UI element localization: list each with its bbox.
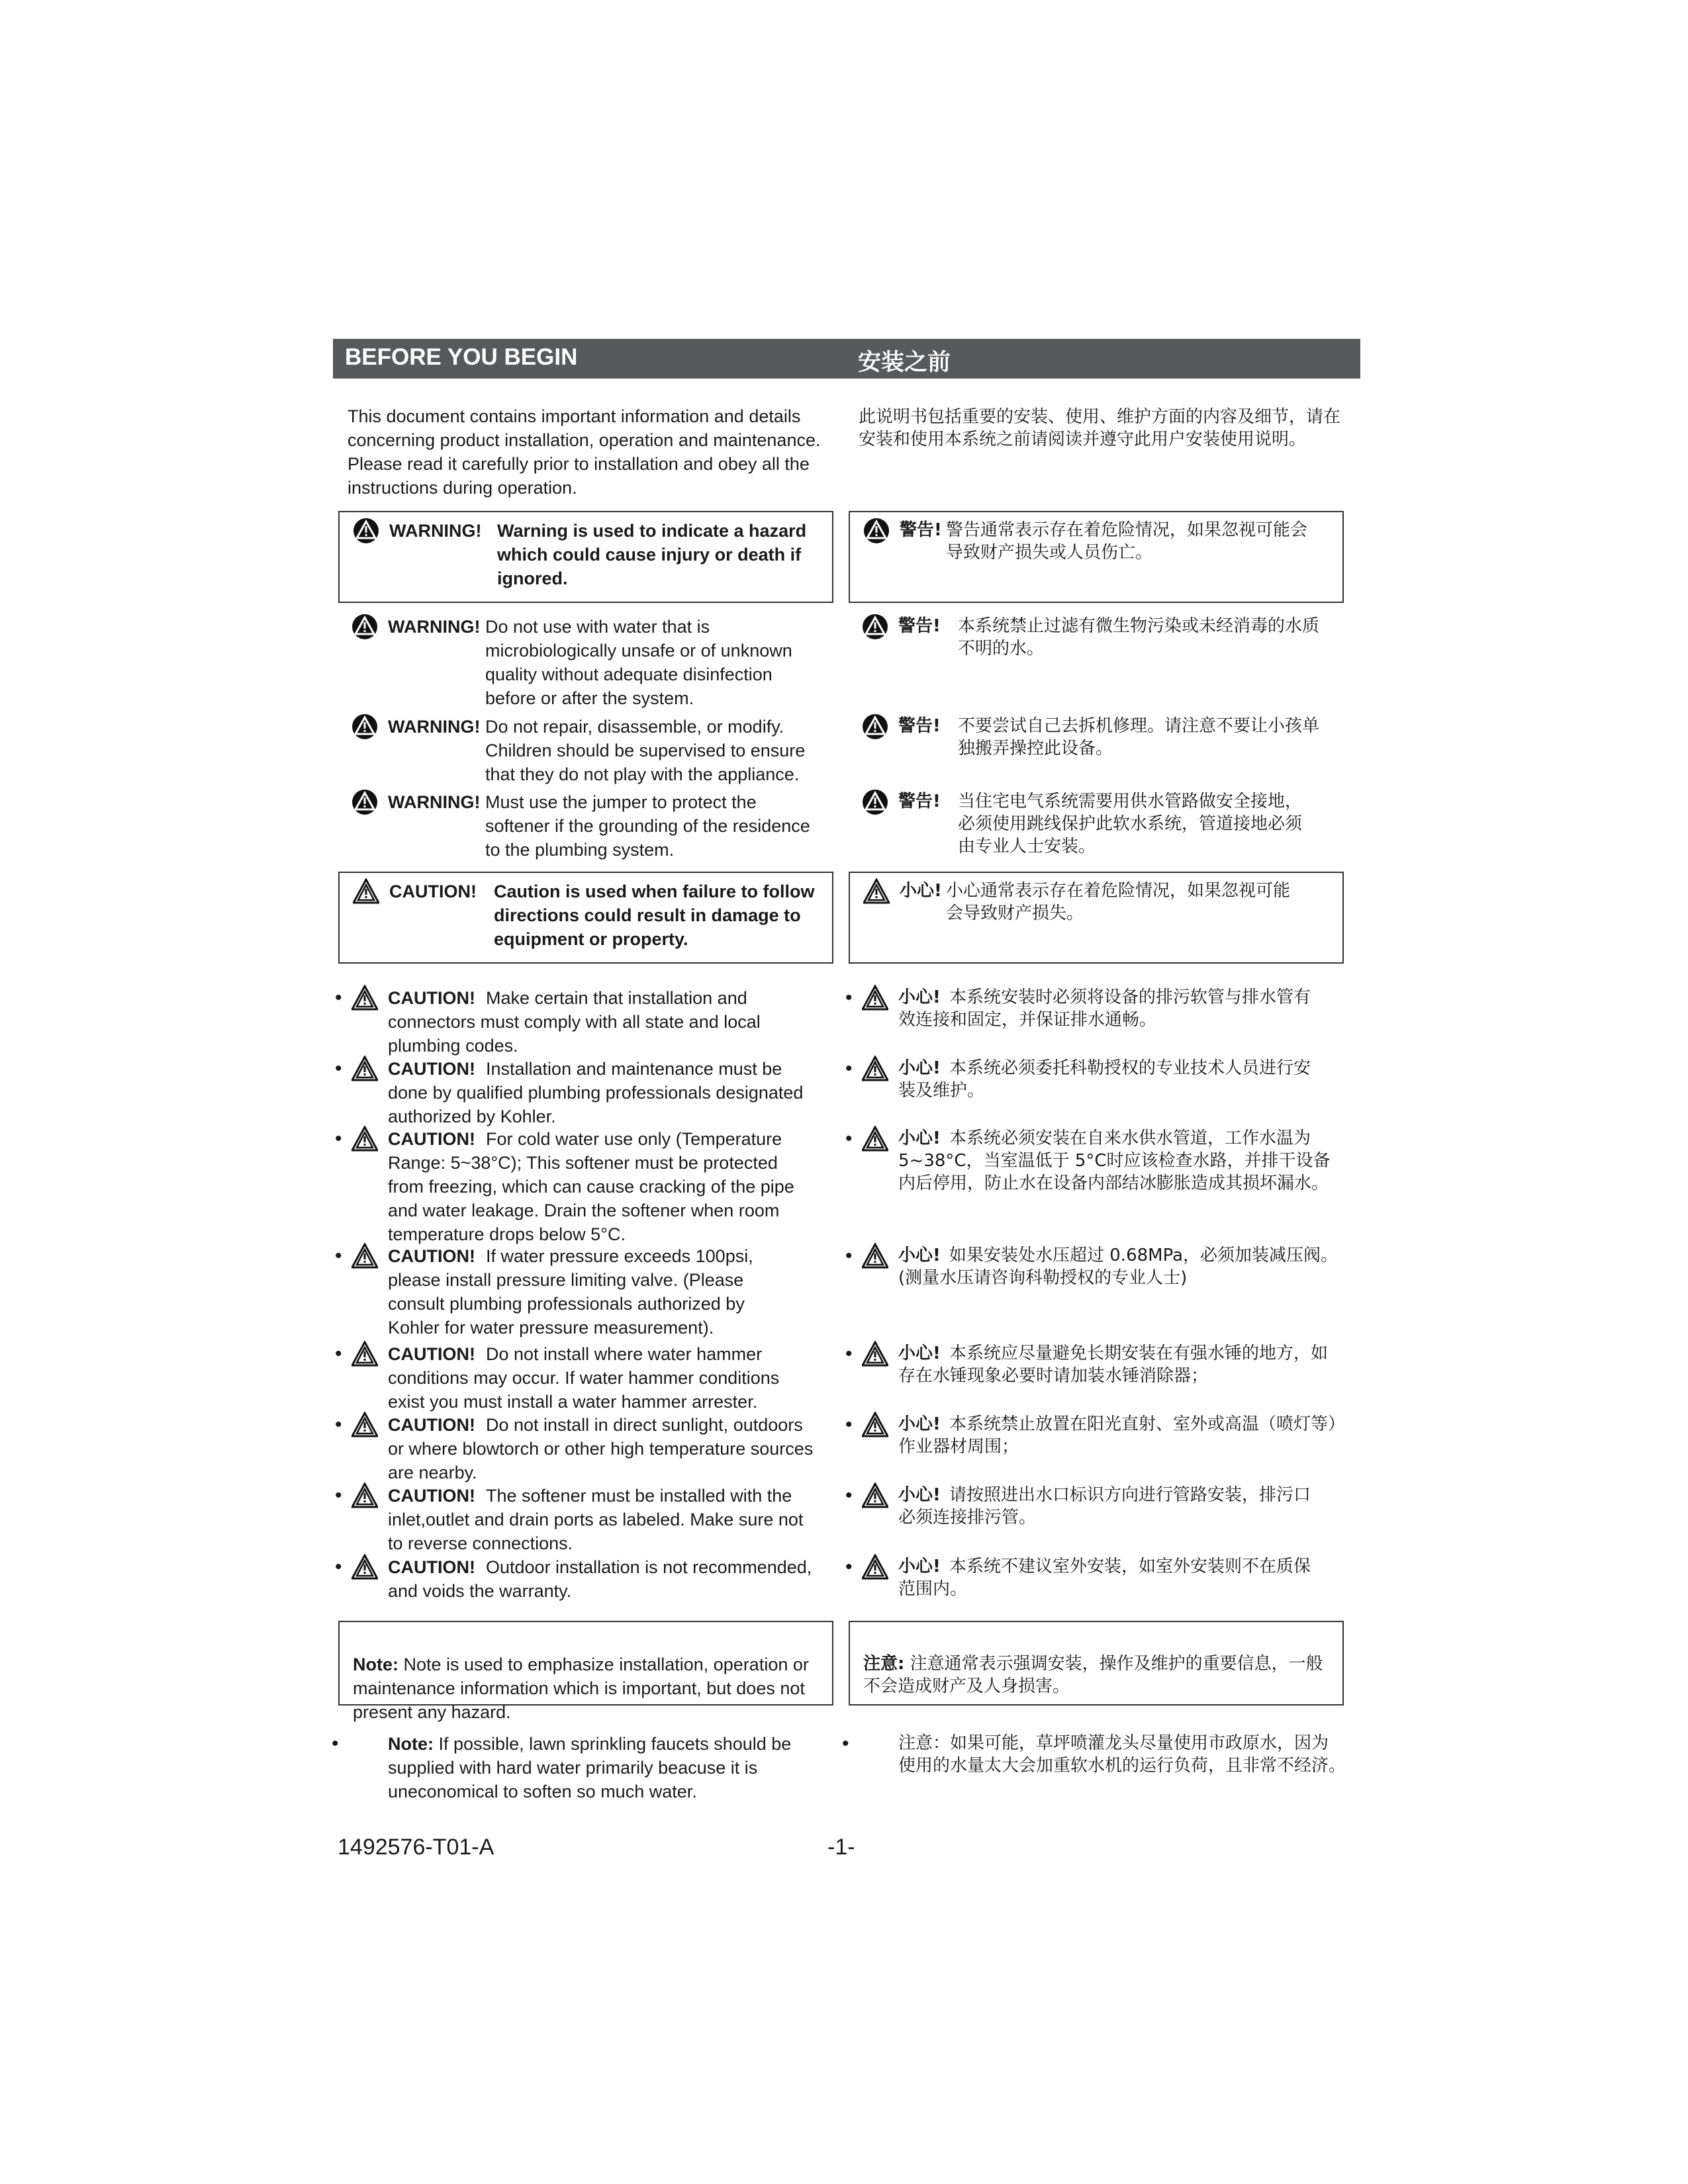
bullet: • — [845, 1556, 853, 1578]
page-number: -1- — [827, 1835, 855, 1860]
bullet: • — [335, 1414, 342, 1435]
caution-triangle-icon — [352, 1554, 378, 1580]
caution-label-zh: 小心! — [900, 881, 942, 901]
warning-label-zh: 警告! — [900, 520, 942, 540]
note-label-zh: 注意: — [863, 1654, 905, 1674]
section-title-en: BEFORE YOU BEGIN — [345, 344, 578, 370]
caution-text: Installation and maintenance must be done by qualified plumbing professionals designated authorized by Kohler. — [388, 1059, 804, 1126]
warning-label: WARNING! — [388, 617, 481, 637]
bullet: • — [845, 1058, 853, 1079]
note-item-text: If possible, lawn sprinkling faucets should be supplied with hard water primarily beacuse it is uneconomical to soften so much water. — [388, 1734, 792, 1801]
warning-text: Do not repair, disassemble, or modify. Children should be supervised to ensure that they do not play with the appliance. — [485, 717, 806, 784]
caution-label-zh: 小心! — [898, 1246, 941, 1265]
warning-label: WARNING! — [388, 717, 481, 737]
warning-definition-box-zh — [849, 511, 1344, 603]
warning-label: WARNING! — [389, 521, 482, 541]
warning-triangle-icon — [353, 518, 379, 544]
warning-triangle-icon — [862, 789, 888, 815]
caution-text: Do not install in direct sunlight, outdoors or where blowtorch or other high temperature sources are nearby. — [388, 1415, 814, 1482]
bullet: • — [845, 1414, 853, 1435]
section-header — [333, 339, 1360, 379]
caution-text: The softener must be installed with the inlet,outlet and drain ports as labeled. Make sure not to reverse connections. — [388, 1486, 804, 1553]
caution-label-zh: 小心! — [898, 1485, 941, 1505]
caution-triangle-icon — [863, 878, 890, 905]
warning-triangle-icon — [863, 518, 890, 544]
warning-text-zh: 当住宅电气系统需要用供水管路做安全接地， 必须使用跳线保护此软水系统，管道接地必须 由专业人士安装。 — [958, 792, 1303, 856]
warning-label-zh: 警告! — [898, 792, 941, 811]
note-label: Note: — [388, 1734, 434, 1754]
warning-text: Do not use with water that is microbiologically unsafe or of unknown quality without adequate disinfection before or after the system. — [485, 617, 792, 708]
caution-definition-box-en — [338, 872, 833, 964]
bullet: • — [335, 1556, 342, 1578]
bullet: • — [335, 1058, 342, 1079]
caution-triangle-icon — [862, 1412, 888, 1438]
caution-triangle-icon — [352, 1126, 378, 1152]
caution-label: CAUTION! — [388, 1486, 475, 1506]
document-id: 1492576-T01-A — [338, 1835, 494, 1860]
intro-text-en: This document contains important information and details concerning product installation, operation and maintenance. Please read it carefully prior to installation and obey all the instructions during operation. — [348, 406, 821, 498]
section-title-zh: 安装之前 — [858, 349, 951, 376]
bullet: • — [335, 1484, 342, 1506]
warning-text: Must use the jumper to protect the softener if the grounding of the residence to the plumbing system. — [485, 792, 810, 860]
warning-text-zh: 本系统禁止过滤有微生物污染或未经消毒的水质 不明的水。 — [958, 616, 1320, 659]
caution-triangle-icon — [862, 985, 888, 1011]
caution-text-zh: 本系统应尽量避免长期安装在有强水锤的地方，如 存在水锤现象必要时请加装水锤消除器； — [898, 1343, 1329, 1386]
caution-label-zh: 小心! — [898, 1058, 941, 1078]
bullet: • — [845, 1128, 853, 1150]
caution-triangle-icon — [352, 1412, 378, 1438]
caution-label: CAUTION! — [388, 1246, 475, 1266]
caution-definition-box-zh — [849, 872, 1344, 964]
warning-label: WARNING! — [388, 792, 481, 812]
bullet: • — [845, 987, 853, 1009]
caution-label: CAUTION! — [389, 882, 477, 901]
caution-label-zh: 小心! — [898, 1557, 941, 1576]
bullet: • — [335, 1343, 342, 1365]
bullet: • — [845, 1245, 853, 1267]
caution-triangle-icon — [352, 1243, 378, 1269]
caution-text-zh: 本系统必须委托科勒授权的专业技术人员进行安 装及维护。 — [898, 1058, 1311, 1101]
caution-triangle-icon — [353, 878, 379, 905]
note-definition-text: Note is used to emphasize installation, operation or maintenance information which is important, but does not present any hazard. — [353, 1655, 809, 1722]
caution-text: If water pressure exceeds 100psi, please install pressure limiting valve. (Please consult plumbing professionals authorized by Kohler for water pressure measurement). — [388, 1246, 753, 1338]
bullet: • — [335, 1245, 342, 1267]
caution-label: CAUTION! — [388, 1059, 475, 1079]
bullet: • — [335, 1128, 342, 1150]
warning-definition-box-en — [338, 511, 833, 603]
caution-definition-text-zh: 小心通常表示存在着危险情况，如果忽视可能 会导致财产损失。 — [946, 881, 1291, 923]
intro-text-zh: 此说明书包括重要的安装、使用、维护方面的内容及细节，请在 安装和使用本系统之前请阅读并遵守此用户安装使用说明。 — [859, 407, 1341, 449]
caution-text: For cold water use only (Temperature Range: 5~38°C); This softener must be protected from freezing, which can cause cracking of the pipe and water leakage. Drain the softener when room temperature drops below 5°C. — [388, 1129, 794, 1244]
caution-triangle-icon — [352, 1341, 378, 1367]
caution-text: Make certain that installation and connectors must comply with all state and local plumbing codes. — [388, 988, 761, 1056]
caution-text-zh: 如果安装处水压超过 0.68MPa，必须加装减压阀。 (测量水压请咨询科勒授权的专业人士) — [898, 1246, 1338, 1288]
caution-triangle-icon — [352, 985, 378, 1011]
caution-triangle-icon — [862, 1482, 888, 1509]
warning-label-zh: 警告! — [898, 616, 941, 636]
caution-text-zh: 本系统禁止放置在阳光直射、室外或高温（喷灯等） 作业器材周围； — [898, 1414, 1346, 1457]
warning-text-zh: 不要尝试自己去拆机修理。请注意不要让小孩单 独搬弄操控此设备。 — [958, 716, 1320, 758]
warning-triangle-icon — [862, 713, 888, 740]
caution-definition-text: Caution is used when failure to follow directions could result in damage to equipment or property. — [494, 882, 815, 949]
caution-triangle-icon — [352, 1482, 378, 1509]
warning-definition-text-zh: 警告通常表示存在着危险情况，如果忽视可能会 导致财产损失或人员伤亡。 — [946, 520, 1308, 563]
warning-triangle-icon — [862, 614, 888, 640]
caution-text: Do not install where water hammer conditions may occur. If water hammer conditions exist you must install a water hammer arrester. — [388, 1344, 780, 1412]
caution-label-zh: 小心! — [898, 1128, 941, 1148]
warning-label-zh: 警告! — [898, 716, 941, 736]
warning-triangle-icon — [352, 789, 378, 815]
bullet: • — [845, 1343, 853, 1365]
caution-triangle-icon — [862, 1243, 888, 1269]
bullet: • — [335, 987, 342, 1009]
note-item-zh: 注意：如果可能，草坪喷灌龙头尽量使用市政原水，因为 使用的水量太大会加重软水机的运行负荷，且非常不经济。 — [898, 1733, 1346, 1776]
caution-triangle-icon — [352, 1056, 378, 1082]
caution-label-zh: 小心! — [898, 1414, 941, 1434]
caution-triangle-icon — [862, 1126, 888, 1152]
caution-text-zh: 本系统安装时必须将设备的排污软管与排水管有 效连接和固定，并保证排水通畅。 — [898, 987, 1311, 1030]
caution-text-zh: 本系统必须安装在自来水供水管道，工作水温为 5~38°C，当室温低于 5°C时应该检查水路，并排干设备 内后停用，防止水在设备内部结冰膨胀造成其损坏漏水。 — [898, 1128, 1331, 1193]
bullet: • — [332, 1733, 339, 1754]
caution-label: CAUTION! — [388, 1415, 475, 1435]
note-definition-box-zh — [849, 1621, 1344, 1706]
caution-triangle-icon — [862, 1554, 888, 1580]
note-definition-text-zh: 注意通常表示强调安装，操作及维护的重要信息，一般 不会造成财产及人身损害。 — [863, 1654, 1323, 1696]
caution-label: CAUTION! — [388, 1557, 475, 1577]
bullet: • — [842, 1733, 849, 1754]
caution-label: CAUTION! — [388, 988, 475, 1008]
caution-text-zh: 本系统不建议室外安装，如室外安装则不在质保 范围内。 — [898, 1557, 1311, 1599]
note-label: Note: — [353, 1655, 399, 1674]
caution-text-zh: 请按照进出水口标识方向进行管路安装，排污口 必须连接排污管。 — [898, 1485, 1311, 1527]
note-definition-box-en — [338, 1621, 833, 1722]
warning-triangle-icon — [352, 713, 378, 740]
caution-label: CAUTION! — [388, 1344, 475, 1364]
warning-definition-text: Warning is used to indicate a hazard which could cause injury or death if ignored. — [497, 521, 807, 588]
caution-label: CAUTION! — [388, 1129, 475, 1149]
note-item-en — [388, 1732, 851, 1803]
warning-triangle-icon — [352, 614, 378, 640]
caution-label-zh: 小心! — [898, 987, 941, 1007]
bullet: • — [845, 1484, 853, 1506]
caution-label-zh: 小心! — [898, 1343, 941, 1363]
caution-text: Outdoor installation is not recommended, and voids the warranty. — [388, 1557, 812, 1601]
caution-triangle-icon — [862, 1341, 888, 1367]
caution-triangle-icon — [862, 1056, 888, 1082]
